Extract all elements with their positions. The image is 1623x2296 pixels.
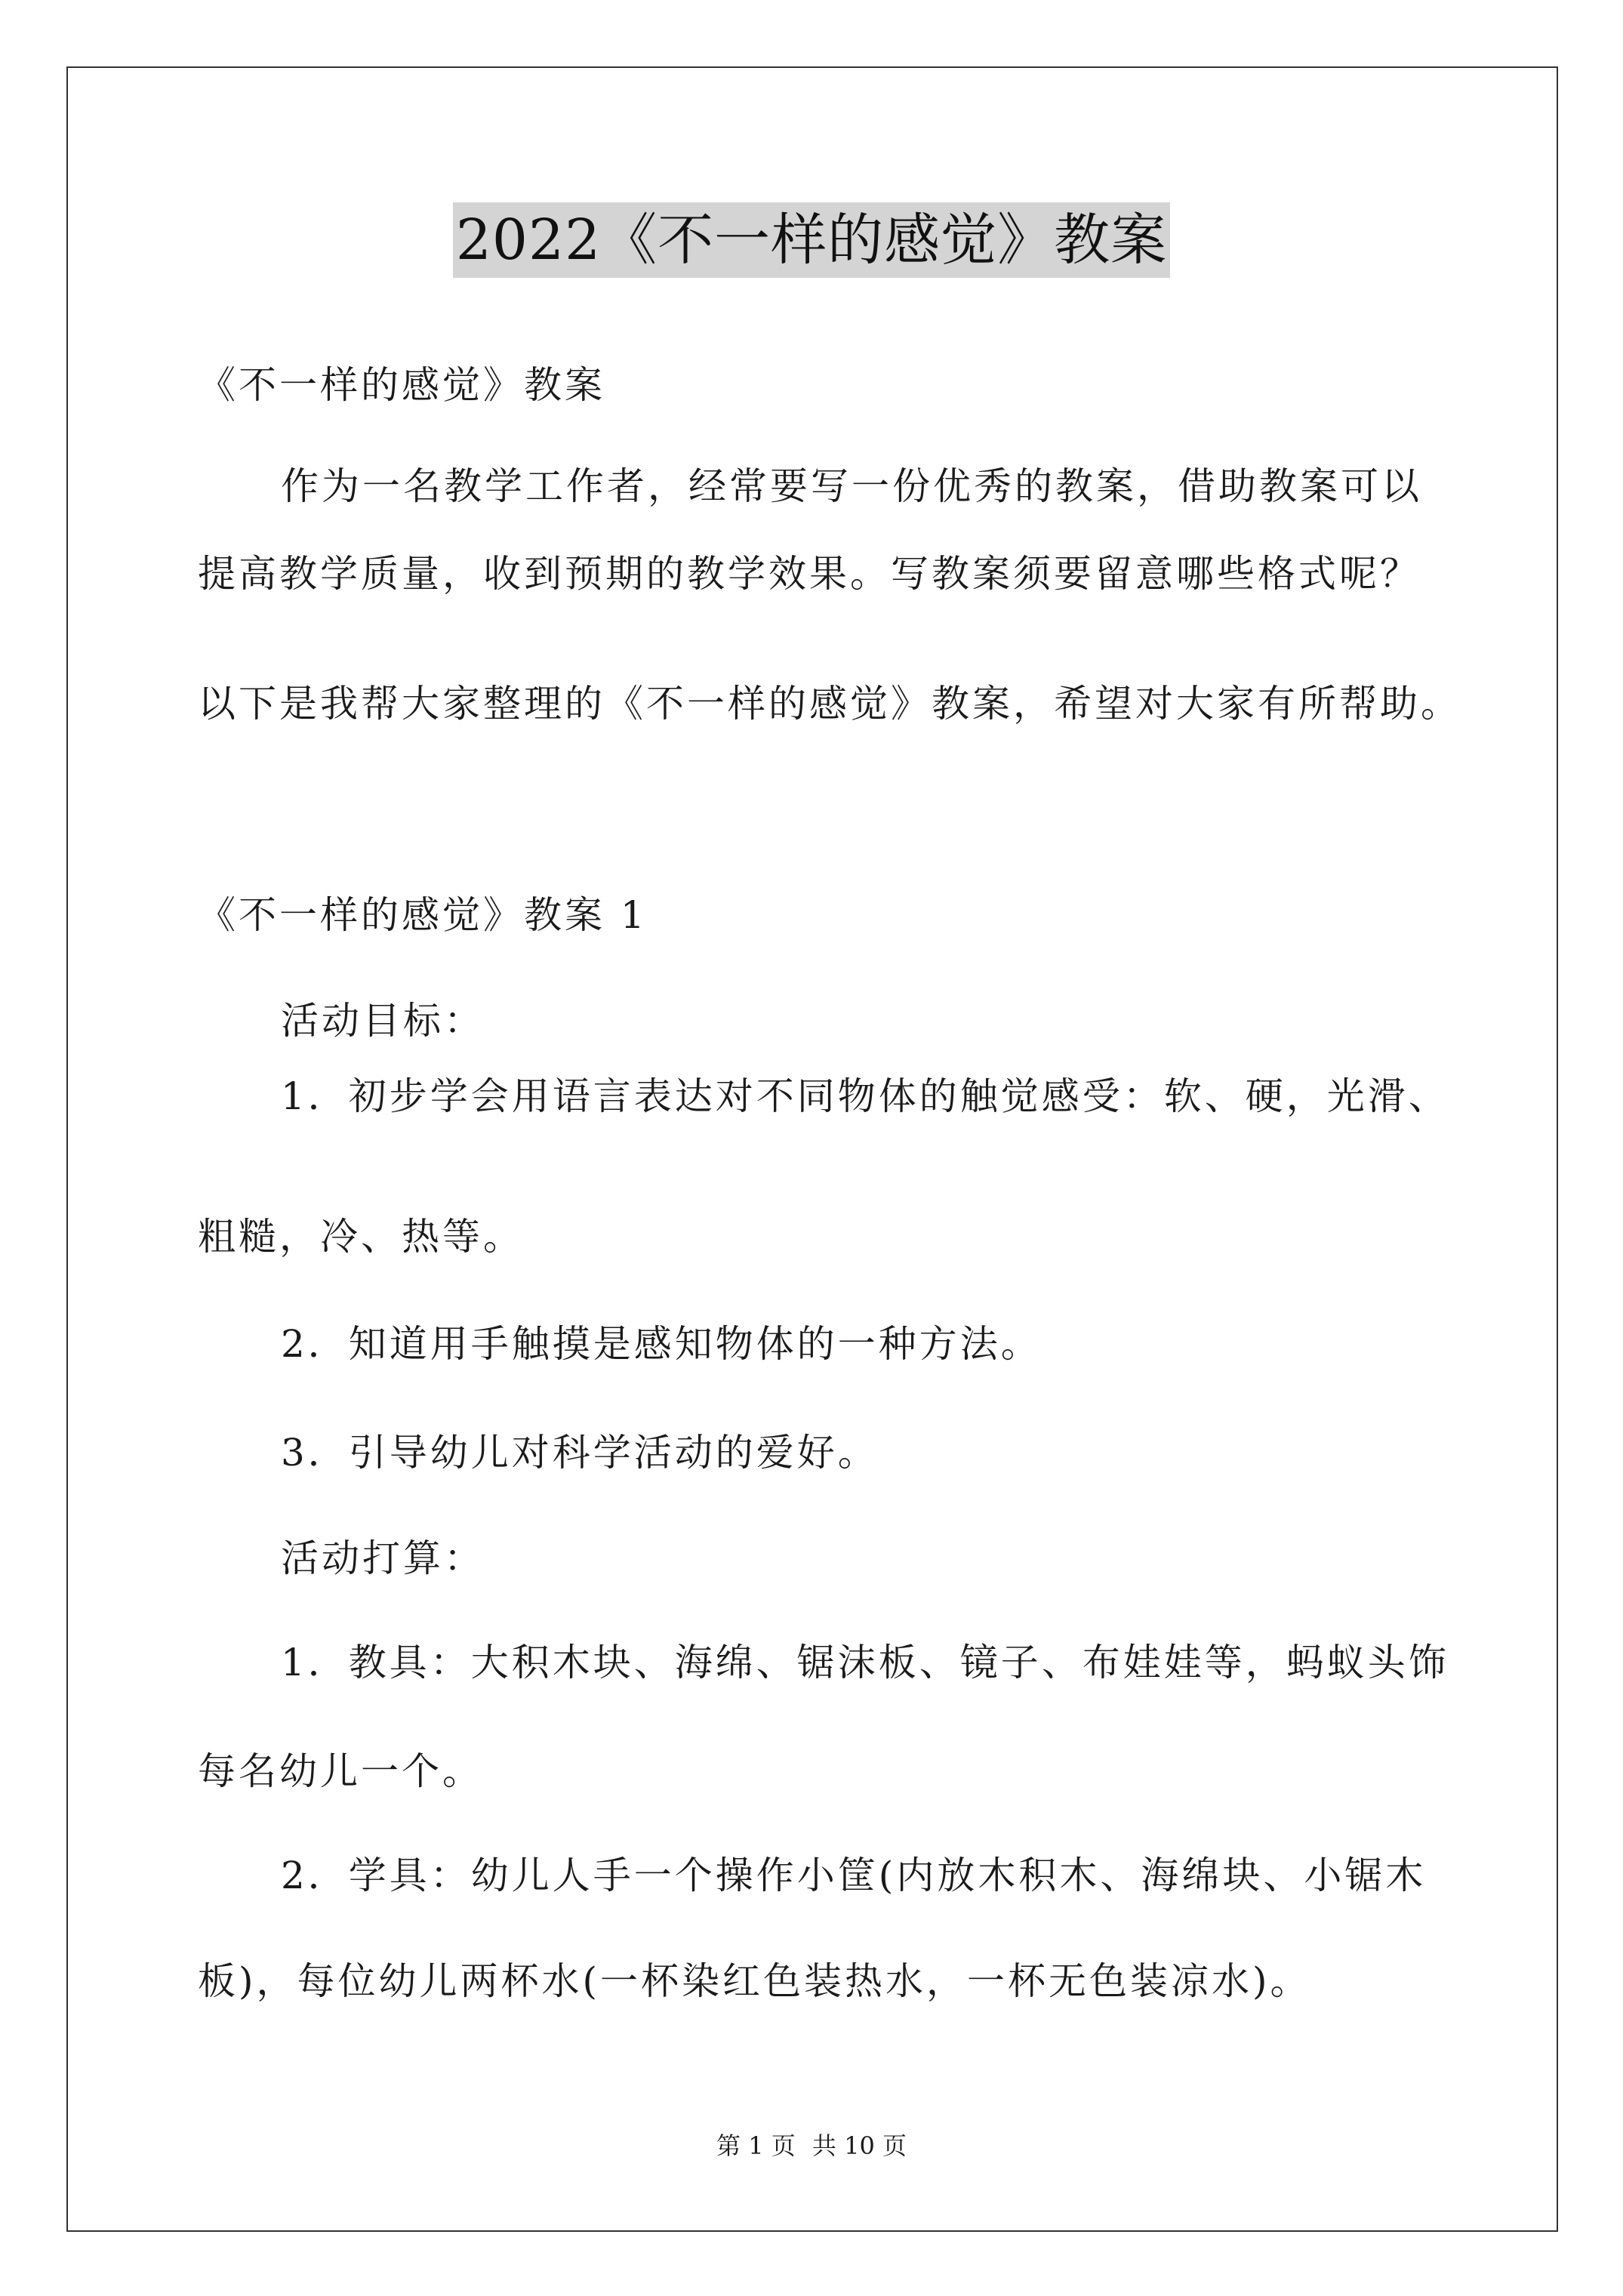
body-line: 活动打算： bbox=[281, 1536, 485, 1580]
section-heading: 《不一样的感觉》教案 1 bbox=[198, 893, 648, 937]
body-line: 2．知道用手触摸是感知物体的一种方法。 bbox=[281, 1322, 1042, 1366]
body-line: 1．教具：大积木块、海绵、锯沫板、镜子、布娃娃等，蚂蚁头饰 bbox=[281, 1641, 1449, 1684]
page-total: 共 10 页 bbox=[812, 2131, 907, 2160]
intro-line: 提高教学质量，收到预期的教学效果。写教案须要留意哪些格式呢？ bbox=[198, 552, 1421, 596]
page-footer bbox=[0, 2131, 1623, 2161]
title-container bbox=[0, 202, 1623, 278]
body-line: 活动目标： bbox=[281, 999, 485, 1043]
body-line: 粗糙，冷、热等。 bbox=[198, 1215, 524, 1259]
intro-line: 作为一名教学工作者，经常要写一份优秀的教案，借助教案可以 bbox=[281, 464, 1422, 508]
body-line: 1．初步学会用语言表达对不同物体的触觉感受：软、硬，光滑、 bbox=[281, 1074, 1449, 1118]
body-line: 2．学具：幼儿人手一个操作小筐(内放木积木、海绵块、小锯木 bbox=[281, 1854, 1427, 1897]
body-line: 每名幼儿一个。 bbox=[198, 1749, 483, 1793]
body-line: 3．引导幼儿对科学活动的爱好。 bbox=[281, 1431, 879, 1475]
page-number: 第 1 页 bbox=[716, 2131, 796, 2160]
intro-line: 以下是我帮大家整理的《不一样的感觉》教案，希望对大家有所帮助。 bbox=[198, 682, 1461, 726]
document-title: 2022《不一样的感觉》教案 bbox=[453, 202, 1170, 278]
body-line: 板)，每位幼儿两杯水(一杯染红色装热水，一杯无色装凉水)。 bbox=[198, 1959, 1311, 2003]
document-subtitle: 《不一样的感觉》教案 bbox=[198, 363, 605, 407]
